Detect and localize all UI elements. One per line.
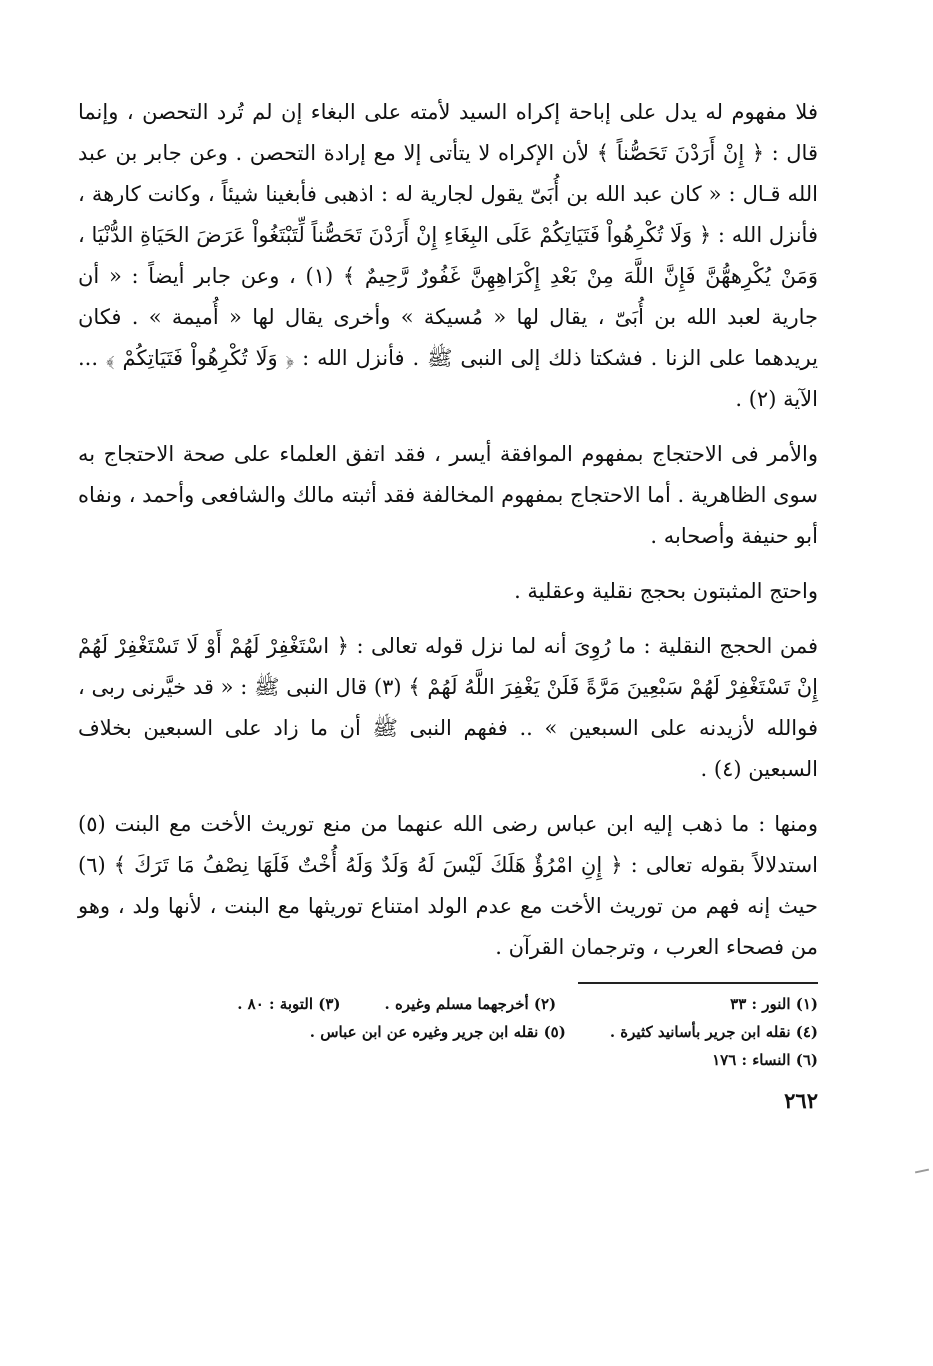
paragraph-text: والأمر فى الاحتجاج بمفهوم الموافقة أيسر ، فقد اتفق العلماء على صحة الاحتجاج به سوى الظاهرية . أما الاحتجاج بمفهوم المخالفة فقد أثبته مالك والشافعى وأحمد ، ونفاه أبو حنيفة وأصحابه . xyxy=(78,442,818,548)
paragraph-text: واحتج المثبتون بحجج نقلية وعقلية . xyxy=(514,579,818,603)
footnote-4: (٤) نقله ابن جرير بأسانيد كثيرة . xyxy=(609,1023,818,1041)
paragraph-text: فلا مفهوم له يدل على إباحة إكراه السيد لأمته على البغاء إن لم تُرد التحصن ، وإنما قال : ﴿ إِنْ أَرَدْنَ تَحَصُّناً ﴾ لأن الإكراه لا يتأتى إلا مع إرادة التحصن . وعن جابر بن عبد الله قـال : « كان عبد الله بن أُبَىّ يقول لجارية له : اذهبى فأبغينا شيئاً ، وكانت كارهة ، فأنزل الله : ﴿ وَلَا تُكْرِهُواْ فَتَيَاتِكُمْ عَلَى البِغَاءِ إِنْ أَرَدْنَ تَحَصُّناً لِّتَبْتَغُواْ عَرَضَ الحَيَاةِ الدُّنْيَا ، وَمَنْ يُكْرِههُّنَّ فَإِنَّ اللَّهَ مِنْ بَعْدِ إِكْرَاهِهِنَّ غَفُورٌ رَّحِيمٌ ﴾ (١) ، وعن جابر أيضاً : « أن جارية لعبد الله بن أُبَىّ ، يقال لها « مُسيكة » وأخرى يقال لها « أُميمة » . فكان يريدهما على الزنا . فشكتا ذلك إلى النبى ﷺ . فأنزل الله : ﴿ وَلَا تُكْرِهُواْ فَتَيَاتِكُمْ ﴾ ... الآية (٢) . xyxy=(78,100,818,411)
footnote-5: (٥) نقله ابن جرير وغيره عن ابن عباس . xyxy=(309,1023,566,1041)
scan-edge-mark xyxy=(915,1169,929,1174)
book-page xyxy=(78,92,818,1113)
paragraph-text: فمن الحجج النقلية : ما رُوِىَ أنه لما نزل قوله تعالى : ﴿ اسْتَغْفِرْ لَهُمْ أَوْ لَا تَسْتَغْفِرْ لَهُمْ إِنْ تَسْتَغْفِرْ لَهُمْ سَبْعِينَ مَرَّةً فَلَنْ يَغْفِرَ اللَّهُ لَهُمْ ﴾ (٣) قال النبى ﷺ : « قد خيَّرنى ربى ، فوالله لأزيدنه على السبعين » .. ففهم النبى ﷺ أن ما زاد على السبعين بخلاف السبعين (٤) . xyxy=(78,634,819,781)
footnote-2: (٢) أخرجهما مسلم وغيره . xyxy=(384,995,557,1013)
paragraph-1 xyxy=(78,92,818,420)
footnote-separator xyxy=(578,982,818,984)
paragraph-2 xyxy=(78,434,818,557)
page-number: ٢٦٢ xyxy=(784,1088,818,1113)
footnote-row xyxy=(78,1046,818,1074)
paragraph-text: ومنها : ما ذهب إليه ابن عباس رضى الله عنهما من منع توريث الأخت مع البنت (٥) استدلالاً بقوله تعالى : ﴿ إِنِ امْرُؤٌ هَلَكَ لَيْسَ لَهُ وَلَدٌ وَلَهُ أُخْتٌ فَلَهَا نِصْفُ مَا تَرَكَ ﴾ (٦) حيث إنه فهم من توريث الأخت مع عدم الولد امتناع توريثها مع البنت ، لأنها ولد ، وهو من فصحاء العرب ، وترجمان القرآن . xyxy=(78,812,818,959)
paragraph-3 xyxy=(78,571,818,612)
footnotes xyxy=(78,990,818,1074)
footnote-1: (١) النور : ٣٣ xyxy=(730,995,818,1013)
footnote-row xyxy=(78,1018,818,1046)
paragraph-4 xyxy=(78,626,818,790)
footnote-row xyxy=(78,990,818,1018)
footnote-3: (٣) التوبة : ٨٠ . xyxy=(237,995,341,1013)
footnote-6: (٦) النساء : ١٧٦ xyxy=(712,1051,818,1069)
paragraph-5 xyxy=(78,804,818,968)
